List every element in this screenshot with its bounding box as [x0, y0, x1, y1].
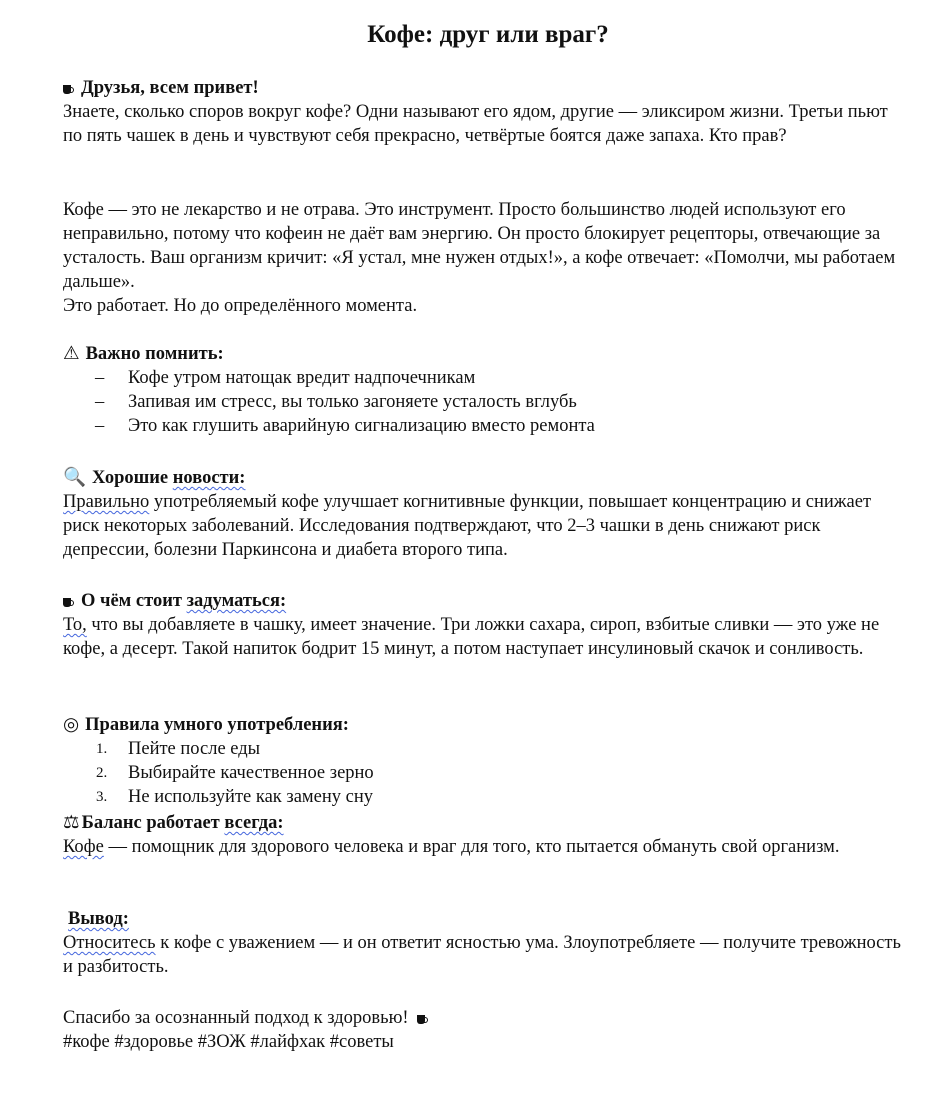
good-news-section	[63, 466, 908, 562]
balance-paragraph	[63, 835, 908, 859]
list-item	[63, 785, 908, 809]
list-number: 2.	[96, 765, 108, 781]
think-text: что вы добавляете в чашку, имеет значение. Три ложки сахара, сироп, взбитые сливки — это уже не кофе, а десерт. Такой напиток бодрит 15 минут, а потом наступает инсулиновый скачок и сонливость.	[63, 615, 880, 659]
list-marker: –	[95, 416, 105, 436]
important-heading	[63, 342, 908, 366]
list-item	[63, 366, 908, 390]
list-marker: –	[95, 392, 105, 412]
list-item-text: Выбирайте качественное зерно	[128, 763, 374, 783]
hashtags: #кофе #здоровье #ЗОЖ #лайфхак #советы	[63, 1032, 394, 1052]
think-section	[63, 589, 908, 661]
greeting-heading-text: Друзья, всем привет!	[81, 78, 259, 98]
rules-section	[63, 713, 908, 809]
rules-heading	[63, 713, 908, 737]
balance-text: — помощник для здорового человека и враг для того, кто пытается обмануть свой организм.	[103, 837, 840, 857]
magnifier-icon: 🔍	[63, 468, 87, 488]
greeting-heading	[63, 76, 908, 100]
good-news-heading	[63, 466, 908, 490]
good-news-heading-text: Хорошие	[92, 468, 173, 488]
coffee-icon	[417, 1012, 428, 1024]
list-marker: –	[95, 368, 105, 388]
tool-paragraph-end: Это работает. Но до определённого момента.	[63, 296, 418, 316]
list-item-text: Пейте после еды	[128, 739, 261, 759]
list-item-text: Запивая им стресс, вы только загоняете усталость вглубь	[128, 392, 577, 412]
think-heading-word: задуматься:	[186, 591, 287, 611]
thanks-line	[63, 1006, 908, 1030]
list-item	[63, 414, 908, 438]
rules-heading-text: Правила умного употребления:	[85, 715, 349, 735]
important-section	[63, 342, 908, 438]
good-news-first-word: Правильно	[63, 492, 150, 512]
scales-icon: ⚖	[63, 813, 80, 833]
footer-section	[63, 1006, 908, 1054]
think-first-word: То,	[63, 615, 87, 635]
warning-icon: ⚠	[63, 344, 80, 364]
thanks-text: Спасибо за осознанный подход к здоровью!	[63, 1008, 409, 1028]
target-icon: ◎	[63, 715, 80, 735]
coffee-icon	[63, 82, 74, 94]
coffee-icon	[63, 595, 74, 607]
important-heading-text: Важно помнить:	[85, 344, 224, 364]
tool-paragraph: Кофе — это не лекарство и не отрава. Это инструмент. Просто большинство людей используют его неправильно, потому что кофеин не даёт вам энергию. Он просто блокирует рецепторы, отвечающие за усталость. Ваш организм кричит: «Я устал, мне нужен отдых!», а кофе отвечает: «Помолчи, мы работаем дальше».	[63, 200, 896, 292]
list-number: 3.	[96, 789, 108, 805]
important-list	[63, 366, 908, 438]
good-news-heading-word: новости:	[172, 468, 246, 488]
conclusion-text: к кофе с уважением — и он ответит ясностью ума. Злоупотребляете — получите тревожность и разбитость.	[63, 933, 901, 977]
list-number: 1.	[96, 741, 108, 757]
conclusion-paragraph	[63, 931, 908, 979]
conclusion-heading-text: Вывод:	[68, 909, 129, 929]
rules-list	[63, 737, 908, 809]
list-item	[63, 737, 908, 761]
balance-heading-text: Баланс работает	[81, 813, 225, 833]
good-news-paragraph	[63, 490, 908, 562]
greeting-paragraph: Знаете, сколько споров вокруг кофе? Одни называют его ядом, другие — эликсиром жизни. Третьи пьют по пять чашек в день и чувствуют себя прекрасно, четвёртые боятся даже запаха. Кто прав?	[63, 102, 888, 146]
document-title: Кофе: друг или враг?	[367, 21, 609, 48]
think-paragraph	[63, 613, 908, 661]
list-item	[63, 761, 908, 785]
conclusion-heading	[63, 907, 908, 931]
think-heading-text: О чём стоит	[81, 591, 187, 611]
list-item-text: Кофе утром натощак вредит надпочечникам	[128, 368, 476, 388]
conclusion-first-word: Относитесь	[63, 933, 156, 953]
list-item-text: Это как глушить аварийную сигнализацию вместо ремонта	[128, 416, 595, 436]
think-heading	[63, 589, 908, 613]
list-item-text: Не используйте как замену сну	[128, 787, 373, 807]
conclusion-section	[63, 907, 908, 979]
balance-heading-word: всегда:	[224, 813, 284, 833]
balance-first-word: Кофе	[63, 837, 104, 857]
balance-heading	[63, 811, 908, 835]
good-news-text: употребляемый кофе улучшает когнитивные функции, повышает концентрацию и снижает риск некоторых заболеваний. Исследования подтверждают, что 2–3 чашки в день снижают риск депрессии, болезни Паркинсона и диабета второго типа.	[63, 492, 872, 560]
greeting-section	[63, 76, 908, 148]
balance-section	[63, 811, 908, 859]
tool-section	[63, 198, 908, 318]
list-item	[63, 390, 908, 414]
